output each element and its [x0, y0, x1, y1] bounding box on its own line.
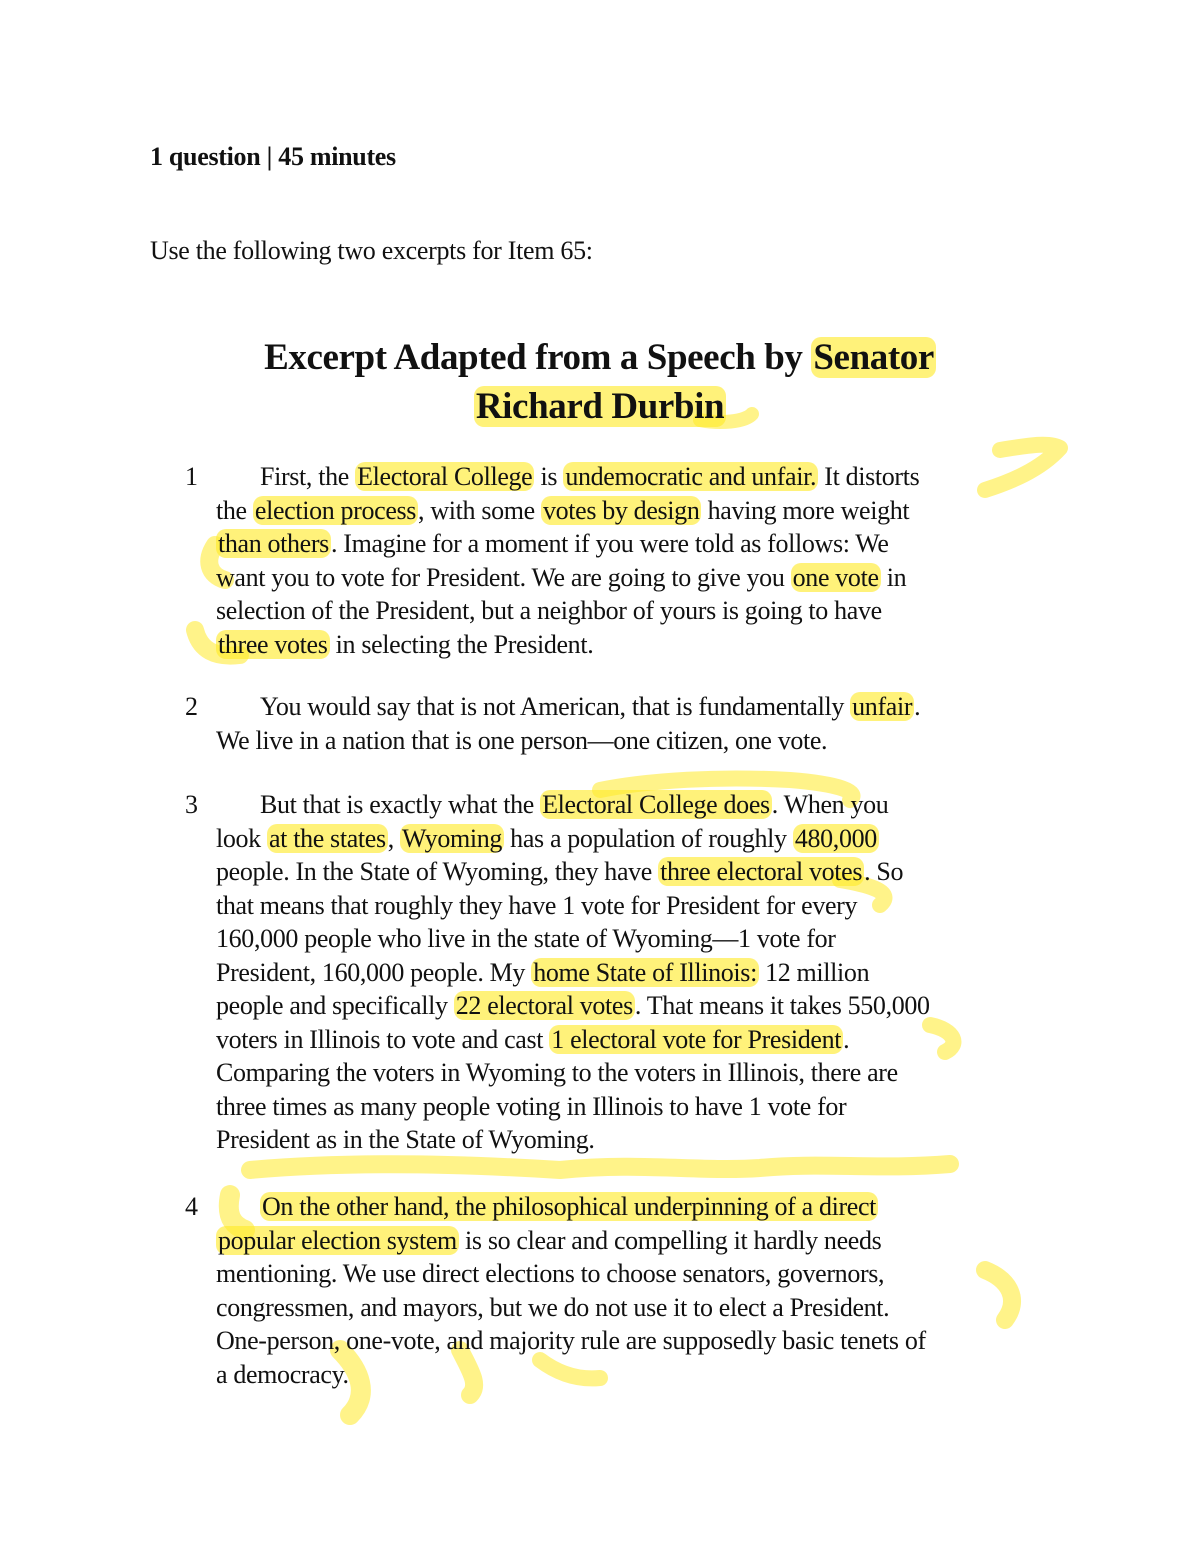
highlighted-text: Wyoming: [402, 823, 503, 853]
body-text: . That means it takes 550,000: [634, 991, 930, 1020]
body-text: in: [880, 562, 907, 592]
body-text: It distorts: [818, 462, 920, 491]
body-text: people. In the State of Wyoming, they have: [216, 857, 659, 886]
body-text: President as in the State of Wyoming.: [216, 1125, 595, 1154]
body-text: President, 160,000 people. My: [216, 957, 532, 987]
body-text: . So: [864, 857, 904, 886]
paragraph-line: [185, 594, 1055, 628]
paragraph-line: [185, 690, 1055, 724]
body-text: want you to vote for President. We are going to give you: [216, 562, 791, 592]
body-text: .: [914, 692, 921, 721]
body-text: Comparing the voters in Wyoming to the voters in Illinois, there are: [216, 1058, 898, 1087]
paragraph-line: [185, 1056, 1055, 1090]
body-text: We live in a nation that is one person—one citizen, one vote.: [216, 725, 828, 755]
body-text: in selecting the President.: [329, 629, 594, 659]
paragraph-line: [185, 1358, 1055, 1392]
body-text: a democracy.: [216, 1359, 349, 1389]
paragraph-2: [185, 690, 1055, 757]
highlighted-text: popular election system: [218, 1225, 457, 1255]
paragraph-line: [185, 1023, 1055, 1057]
highlighted-text: election process: [254, 495, 417, 525]
body-text: , with some: [418, 495, 541, 525]
highlighted-text: home State of Illinois:: [533, 957, 757, 987]
highlighted-text: undemocratic and unfair.: [565, 462, 817, 491]
body-text: the: [216, 495, 253, 525]
body-text: One-person, one-vote, and majority rule are supposedly basic tenets of: [216, 1326, 926, 1355]
body-text: mentioning. We use direct elections to choose senators, governors,: [216, 1259, 885, 1288]
body-text: But that is exactly what the: [260, 790, 541, 819]
highlighted-text: at the states: [268, 823, 386, 853]
paragraph-line: [185, 922, 1055, 956]
scribble-p4-top: [250, 1164, 950, 1170]
body-text: look: [216, 823, 267, 853]
paragraph-number: 2: [185, 692, 198, 721]
body-text: people and specifically: [216, 991, 454, 1020]
paragraph-line: [185, 788, 1055, 822]
item-instruction: Use the following two excerpts for Item 65:: [150, 236, 593, 265]
highlighted-text: 480,000: [794, 823, 877, 853]
body-text: has a population of roughly: [504, 823, 793, 853]
body-text: congressmen, and mayors, but we do not use it to elect a President.: [216, 1292, 890, 1322]
body-text: having more weight: [701, 495, 910, 525]
body-text: selection of the President, but a neighbor of yours is going to have: [216, 596, 882, 625]
body-text: three times as many people voting in Illinois to have 1 vote for: [216, 1091, 847, 1121]
highlighted-text: 1 electoral vote for President: [551, 1024, 842, 1054]
paragraph-line: [185, 494, 1055, 528]
highlighted-text: 22 electoral votes: [455, 991, 633, 1020]
title-text: Excerpt Adapted from a Speech by: [264, 337, 812, 378]
paragraph-number: 4: [185, 1192, 198, 1221]
body-text: . Imagine for a moment if you were told as follows: We: [330, 529, 889, 558]
highlighted-text: unfair: [852, 692, 913, 721]
highlighted-text: On the other hand, the philosophical underpinning of a direct: [262, 1192, 877, 1221]
body-text: .: [843, 1024, 850, 1054]
body-text: that means that roughly they have 1 vote for President for every: [216, 890, 858, 920]
paragraph-3: [185, 788, 1055, 1157]
highlighted-text: Electoral College: [357, 462, 533, 491]
title-highlight-senator: Senator: [813, 337, 934, 378]
highlighted-text: Electoral College does: [542, 790, 770, 819]
body-text: 12 million: [758, 957, 870, 987]
body-text: First, the: [260, 462, 356, 491]
paragraph-line: [185, 1123, 1055, 1157]
highlighted-text: votes by design: [542, 495, 700, 525]
body-text: You would say that is not American, that is fundamentally: [260, 692, 851, 721]
paragraph-line: [185, 822, 1055, 856]
paragraph-line: [185, 628, 1055, 662]
body-text: 160,000 people who live in the state of Wyoming—1 vote for: [216, 924, 836, 953]
paragraph-line: [185, 1257, 1055, 1291]
paragraph-line: [185, 889, 1055, 923]
body-text: . When you: [771, 790, 889, 819]
paragraph-4: [185, 1190, 1055, 1391]
paragraph-number: 1: [185, 462, 198, 491]
paragraph-line: [185, 724, 1055, 758]
paragraph-line: [185, 1324, 1055, 1358]
paragraph-line: [185, 460, 1055, 494]
paragraph-line: [185, 527, 1055, 561]
paragraph-line: [185, 1291, 1055, 1325]
excerpt-title: [150, 333, 1050, 431]
excerpt-title-line-1: [150, 333, 1050, 382]
body-text: voters in Illinois to vote and cast: [216, 1024, 550, 1054]
title-highlight-name: Richard Durbin: [475, 386, 725, 427]
paragraph-line: [185, 1190, 1055, 1224]
paragraph-1: [185, 460, 1055, 661]
paragraph-line: [185, 1090, 1055, 1124]
question-meta: 1 question | 45 minutes: [150, 142, 396, 171]
highlighted-text: three electoral votes: [660, 857, 863, 886]
body-text: is: [534, 462, 564, 491]
paragraph-number: 3: [185, 790, 198, 819]
paragraph-line: [185, 561, 1055, 595]
highlighted-text: three votes: [218, 629, 328, 659]
highlighted-text: than others: [218, 529, 329, 558]
body-text: is so clear and compelling it hardly needs: [458, 1225, 882, 1255]
paragraph-line: [185, 1224, 1055, 1258]
paragraph-line: [185, 855, 1055, 889]
paragraph-line: [185, 989, 1055, 1023]
body-text: ,: [387, 823, 401, 853]
highlighted-text: one vote: [792, 562, 879, 592]
paragraph-line: [185, 956, 1055, 990]
excerpt-title-line-2: [150, 382, 1050, 431]
